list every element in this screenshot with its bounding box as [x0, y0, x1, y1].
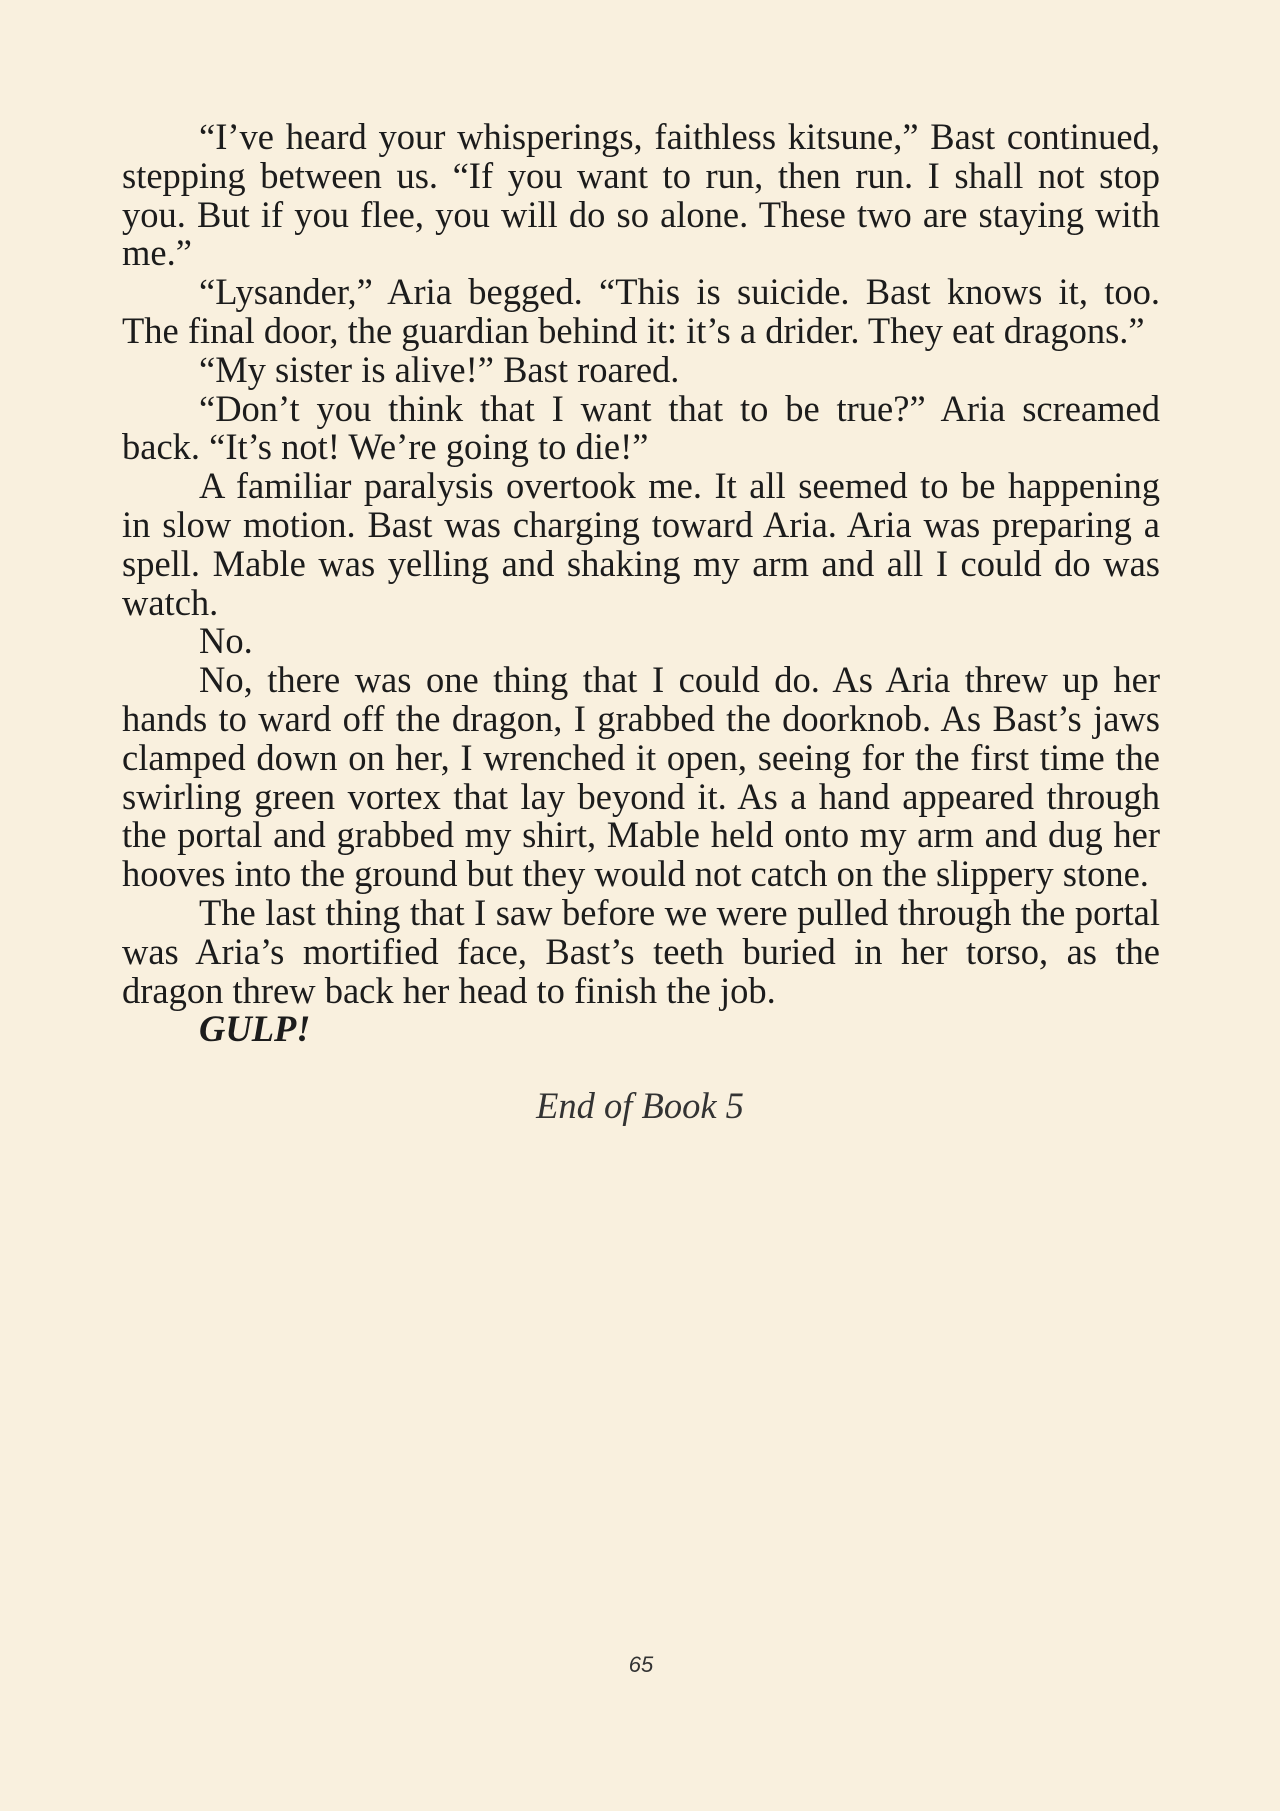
paragraph-doorknob: No, there was one thing that I could do. As Aria threw up her hands to ward off the dragon, I grabbed the doorknob. As Bast’s jaws clamped down on her, I wrenched it open, seeing for the first time the swirling green vortex that lay beyond it. As a hand appeared through the portal and grabbed my shirt, Mable held onto my arm and dug her hooves into the ground but they would not catch on the slippery stone.: [122, 659, 1160, 895]
paragraph-bast-warning: “I’ve heard your whisperings, faithless kitsune,” Bast continued, stepping between us. “If you want to run, then run. I shall not stop you. But if you flee, you will do so alone. These two are staying with me.”: [122, 116, 1160, 274]
paragraph-paralysis: A familiar paralysis overtook me. It all seemed to be happening in slow motion. Bast was charging toward Aria. Aria was preparing a spell. Mable was yelling and shaking my arm and all I could do was watch.: [122, 465, 1160, 623]
paragraph-last-thing: The last thing that I saw before we were pulled through the portal was Aria’s mortified face, Bast’s teeth buried in her torso, as the dragon threw back her head to finish the job.: [122, 891, 1160, 1011]
body-text: [122, 118, 1160, 1049]
paragraph-bast-roars: “My sister is alive!” Bast roared.: [199, 348, 680, 390]
paragraph-no: No.: [199, 620, 253, 662]
page-number: 65: [628, 1652, 654, 1677]
end-of-book-marker: End of Book 5: [536, 1085, 744, 1126]
paragraph-aria-begs: “Lysander,” Aria begged. “This is suicide. Bast knows it, too. The final door, the guardian behind it: it’s a drider. They eat dragons.”: [122, 271, 1160, 351]
paragraph-aria-screams: “Don’t you think that I want that to be true?” Aria screamed back. “It’s not! We’re going to die!”: [122, 387, 1160, 468]
paragraph-gulp: GULP!: [199, 1008, 311, 1050]
